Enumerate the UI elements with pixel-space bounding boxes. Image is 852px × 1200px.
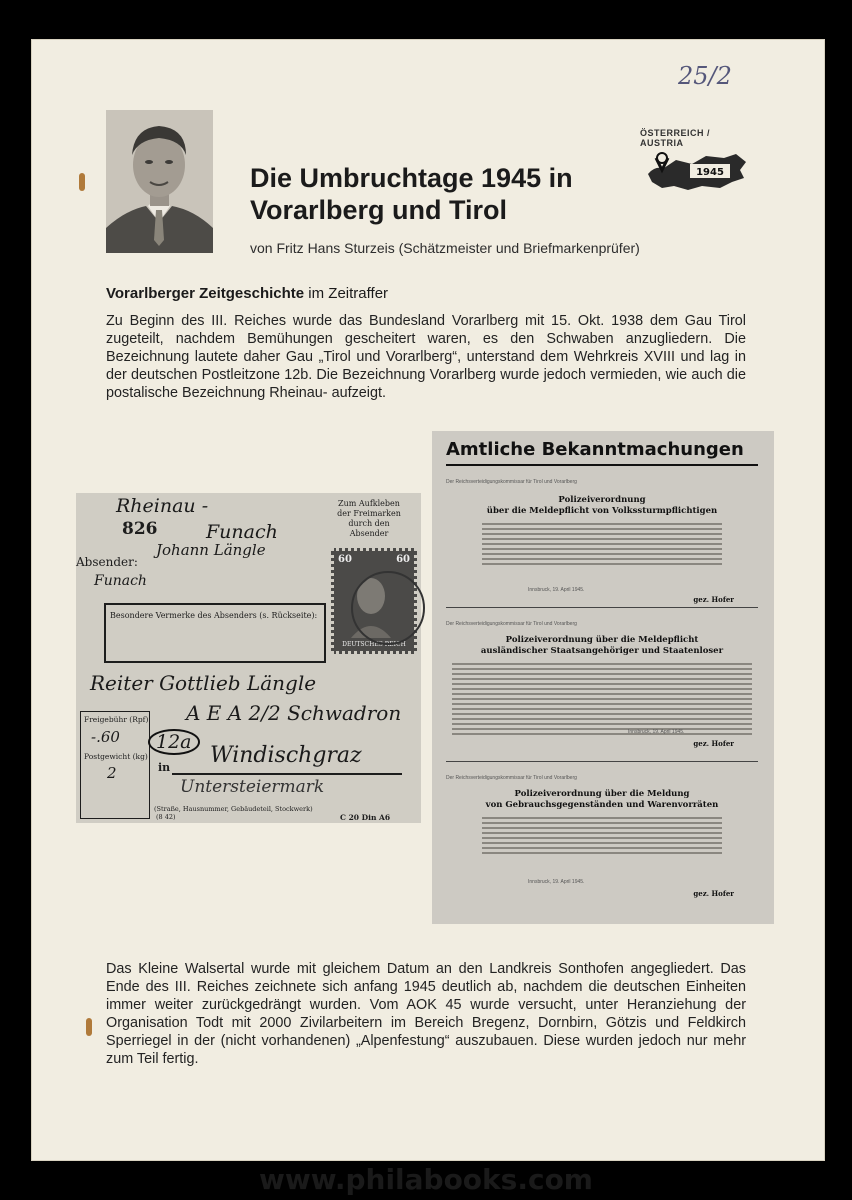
- logo-year: 1945: [696, 167, 724, 178]
- staple-icon: [86, 1018, 92, 1036]
- notice-separator: [446, 607, 758, 608]
- ordinance-2-title-1: Polizeiverordnung über die Meldepflicht: [505, 635, 699, 645]
- ordinance-2-place-date: Innsbruck, 19. April 1945.: [628, 729, 685, 735]
- in-label: in: [158, 761, 171, 774]
- ordinance-2-title-2: ausländischer Staatsangehöriger und Staatenloser: [480, 646, 724, 656]
- section-heading-bold: Vorarlberger Zeitgeschichte: [106, 285, 305, 302]
- staple-icon: [79, 173, 85, 191]
- ordinance-3-title-2: von Gebrauchsgegenständen und Warenvorräten: [485, 800, 719, 810]
- title-line-1: Die Umbruchtage 1945 in: [250, 163, 573, 193]
- envelope-image: [76, 493, 421, 823]
- ordinance-1-signature: gez. Hofer: [693, 595, 734, 604]
- weight-value: 2: [107, 764, 117, 782]
- street-label: (Straße, Hausnummer, Gebäudeteil, Stockwerk): [154, 805, 313, 813]
- ordinance-3-place-date: Innsbruck, 19. April 1945.: [528, 879, 585, 885]
- handwritten-city: Windischgraz: [210, 743, 362, 768]
- handwritten-sender-town: Funach: [94, 573, 147, 589]
- notice-heading: Amtliche Bekanntmachungen: [446, 439, 758, 466]
- fee-value: -.60: [91, 728, 120, 746]
- handwritten-sender: Johann Längle: [156, 541, 266, 559]
- byline: von Fritz Hans Sturzeis (Schätzmeister und Briefmarkenprüfer): [250, 240, 640, 256]
- fee-label: Freigebühr (Rpf): [84, 715, 149, 724]
- paragraph-1: Zu Beginn des III. Reiches wurde das Bundesland Vorarlberg mit 15. Okt. 1938 dem Gau Tirol zugeteilt, nachdem Bemühungen gescheitert waren, es den Schwaben anzugliedern. Die Bezeichnung lautete daher Gau „Tirol und Vorarlberg“, unterstand dem Wehrkreis XVIII und lag in der deutschen Postleitzone 12b. Die Bezeichnung Vorarlberg wurde jedoch vermieden, wie auch die postalische Bezeichnung Rheinau- aufzeigt.: [106, 313, 746, 401]
- notice-issuer: Der Reichsverteidigungskommissar für Tirol und Vorarlberg: [446, 479, 577, 485]
- stamp-country: DEUTSCHES REICH: [342, 641, 406, 648]
- handwritten-funach: Funach: [206, 521, 278, 543]
- handwritten-recipient: Reiter Gottlieb Längle: [90, 671, 317, 695]
- notice-issuer-2: Der Reichsverteidigungskommissar für Tirol und Vorarlberg: [446, 621, 577, 627]
- sender-notes-box: [104, 603, 326, 663]
- ordinance-1: [446, 495, 758, 568]
- notice-separator: [446, 761, 758, 762]
- postmark-icon: [351, 571, 425, 645]
- ordinance-3-signature: gez. Hofer: [693, 889, 734, 898]
- weight-label: Postgewicht (kg): [84, 752, 148, 761]
- watermark-site: www.philabooks.com: [259, 1163, 593, 1196]
- ordinance-1-place-date: Innsbruck, 19. April 1945.: [528, 587, 585, 593]
- handwritten-note: 25/2: [678, 62, 732, 90]
- notice-issuer-3: Der Reichsverteidigungskommissar für Tirol und Vorarlberg: [446, 775, 577, 781]
- ordinance-1-title-2: über die Meldepflicht von Volkssturmpflichtigen: [486, 506, 718, 516]
- handwritten-place: Rheinau -: [116, 495, 209, 517]
- author-portrait: [106, 110, 213, 253]
- ordinance-3: [446, 789, 758, 857]
- address-underline: [172, 773, 402, 775]
- paragraph-2: Das Kleine Walsertal wurde mit gleichem Datum an den Landkreis Sonthofen angegliedert. Das Ende des III. Reiches zeichnete sich anfang 1945 deutlich ab, nachdem die deutschen Einheiten immer weiter zurückgedrängt wurden. Vom AOK 45 wurde versucht, unter Heranziehung der Organisation Todt mit 2000 Zivilarbeitern im Bereich Bregenz, Dornbirn, Götzis und Feldkirch Sperriegel in der (nicht vorhandenen) „Alpenfestung“ auszubauen. Diese wurden jedoch nur mehr zum Teil fertig.: [106, 961, 746, 1067]
- ordinance-2-signature: gez. Hofer: [693, 739, 734, 748]
- logo-text: ÖSTERREICH / AUSTRIA: [640, 128, 711, 148]
- ordinance-3-title-1: Polizeiverordnung über die Meldung: [514, 789, 690, 799]
- zone-circle: 12a: [148, 729, 200, 755]
- format-code: C 20 Din A6: [340, 813, 391, 822]
- austria-1945-logo: [640, 128, 752, 203]
- title-line-2: Vorarlberg und Tirol: [250, 195, 508, 225]
- section-heading: [106, 285, 388, 302]
- absender-label: Absender:: [76, 555, 138, 569]
- stamp-value-left: 60: [338, 554, 352, 565]
- ordinance-2: [446, 635, 758, 738]
- handwritten-region: Untersteiermark: [180, 777, 325, 797]
- article-title: [250, 162, 573, 226]
- handwritten-unit: A E A 2/2 Schwadron: [186, 701, 402, 725]
- ordinance-1-title-1: Polizeiverordnung: [558, 495, 646, 505]
- stamp-note: Zum Aufkleben der Freimarken durch den Absender: [337, 499, 401, 538]
- envelope-number: 826: [122, 519, 158, 539]
- fee-box: [80, 711, 150, 819]
- stamp-value-right: 60: [396, 554, 410, 565]
- sender-notes-label: Besondere Vermerke des Absenders (s. Rückseite):: [110, 611, 318, 620]
- official-notice-image: [432, 431, 774, 924]
- section-heading-rest: im Zeitraffer: [304, 285, 389, 302]
- form-code: (8 42): [156, 813, 176, 821]
- austria-map-icon: [640, 148, 752, 198]
